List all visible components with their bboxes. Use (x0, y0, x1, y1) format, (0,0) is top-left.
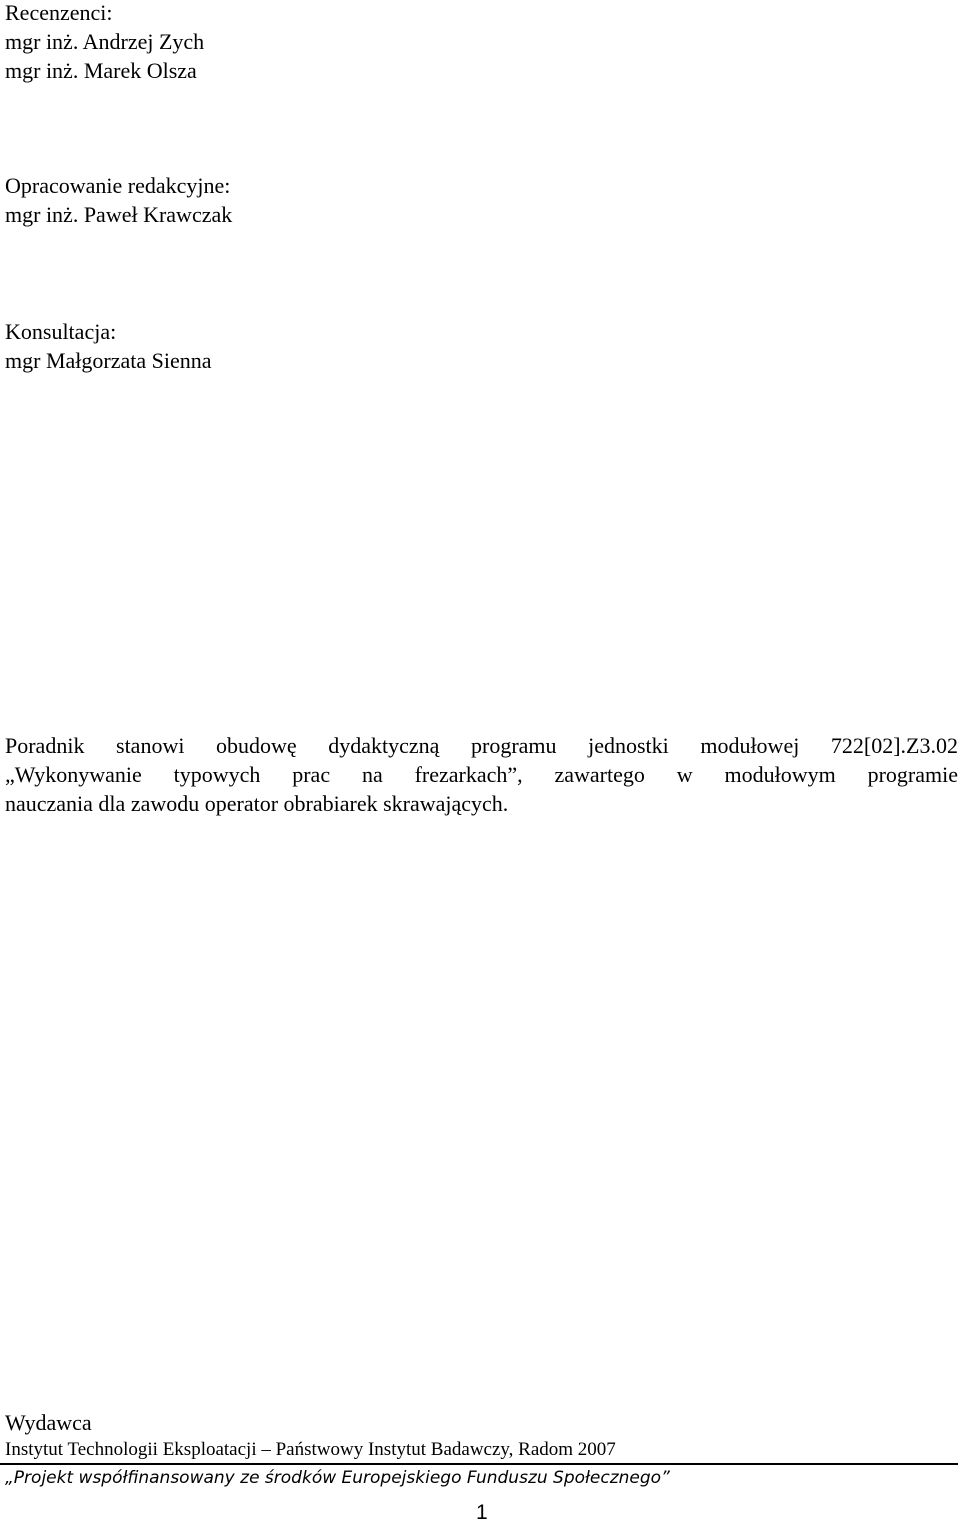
description-line: „Wykonywanie typowych prac na frezarkach”, zawartego w modułowym programie (5, 762, 958, 787)
description-line: nauczania dla zawodu operator obrabiarek skrawających. (5, 791, 509, 816)
reviewer-name: mgr inż. Marek Olsza (5, 58, 197, 83)
publisher-heading: Wydawca (5, 1410, 92, 1435)
editor-name: mgr inż. Paweł Krawczak (5, 202, 233, 227)
publisher-name: Instytut Technologii Eksploatacji – Państwowy Instytut Badawczy, Radom 2007 (5, 1439, 616, 1460)
reviewer-name: mgr inż. Andrzej Zych (5, 29, 205, 54)
footer-rule (0, 1463, 958, 1465)
project-funding-note: „Projekt współfinansowany ze środków Europejskiego Funduszu Społecznego” (5, 1468, 670, 1488)
reviewers-heading: Recenzenci: (5, 0, 113, 25)
consultant-name: mgr Małgorzata Sienna (5, 348, 212, 373)
consultation-heading: Konsultacja: (5, 319, 117, 344)
editorial-heading: Opracowanie redakcyjne: (5, 173, 231, 198)
description-paragraph (5, 731, 958, 818)
reviewers-section (5, 0, 204, 85)
consultation-section (5, 317, 212, 375)
description-line: Poradnik stanowi obudowę dydaktyczną programu jednostki modułowej 722[02].Z3.02 (5, 733, 958, 758)
page-number: 1 (476, 1501, 488, 1524)
editorial-section (5, 171, 232, 229)
